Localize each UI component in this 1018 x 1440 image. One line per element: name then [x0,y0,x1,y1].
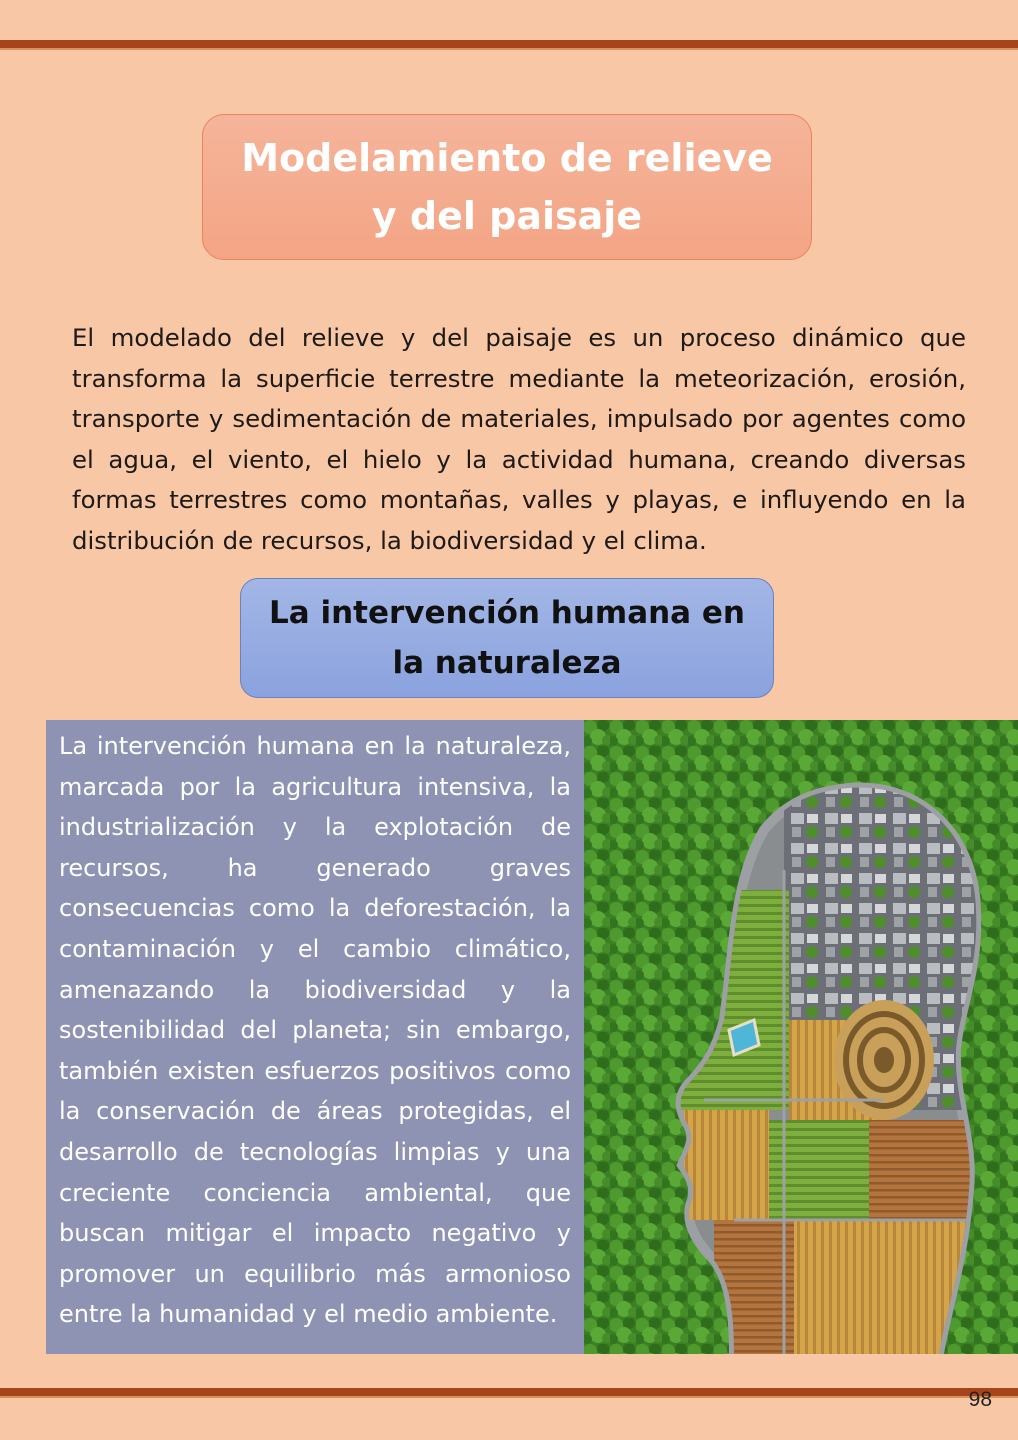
body-line: sostenibilidad del planeta; sin embargo, [59,1016,571,1045]
page-number: 98 [968,1388,992,1411]
body-line: recursos, ha generado graves [59,853,571,882]
body-line: promover un equilibrio más armonioso [59,1259,571,1288]
body-line: desarrollo de tecnologías limpias y una [59,1137,571,1166]
body-line: la conservación de áreas protegidas, el [59,1097,571,1126]
body-line: entre la humanidad y el medio ambiente. [59,1300,558,1329]
title-banner [202,114,812,260]
body-line: también existen esfuerzos positivos como [59,1056,571,1085]
body-line: creciente conciencia ambiental, que [59,1178,571,1207]
subtitle-banner [240,578,774,698]
body-line: buscan mitigar el impacto negativo y [59,1219,571,1248]
section-subtitle: La intervención humana en la naturaleza [269,595,745,681]
body-line: consecuencias como la deforestación, la [59,894,571,923]
body-text-panel [46,720,584,1354]
body-line: marcada por la agricultura intensiva, la [59,772,571,801]
body-line: amenazando la biodiversidad y la [59,975,571,1004]
intro-paragraph: El modelado del relieve y del paisaje es un proceso dinámico que transforma la superficie terrestre mediante la meteorización, erosión, transporte y sedimentación de materiales, impulsado por agentes como el agua, el viento, el hielo y la actividad humana, creando diversas formas terrestres como montañas, valles y playas, e influyendo en la distribución de recursos, la biodiversidad y el clima. [72,323,966,555]
page-title: Modelamiento de relieve y del paisaje [241,136,773,238]
head-landscape-image [584,720,1018,1354]
body-line: industrialización y la explotación de [59,813,571,842]
bottom-rule [0,1388,1018,1398]
body-paragraph [59,726,571,1335]
body-line: contaminación y el cambio climático, [59,934,571,963]
landscape-illustration [584,720,1018,1354]
body-line: La intervención humana en la naturaleza, [59,732,571,760]
top-rule [0,40,1018,50]
